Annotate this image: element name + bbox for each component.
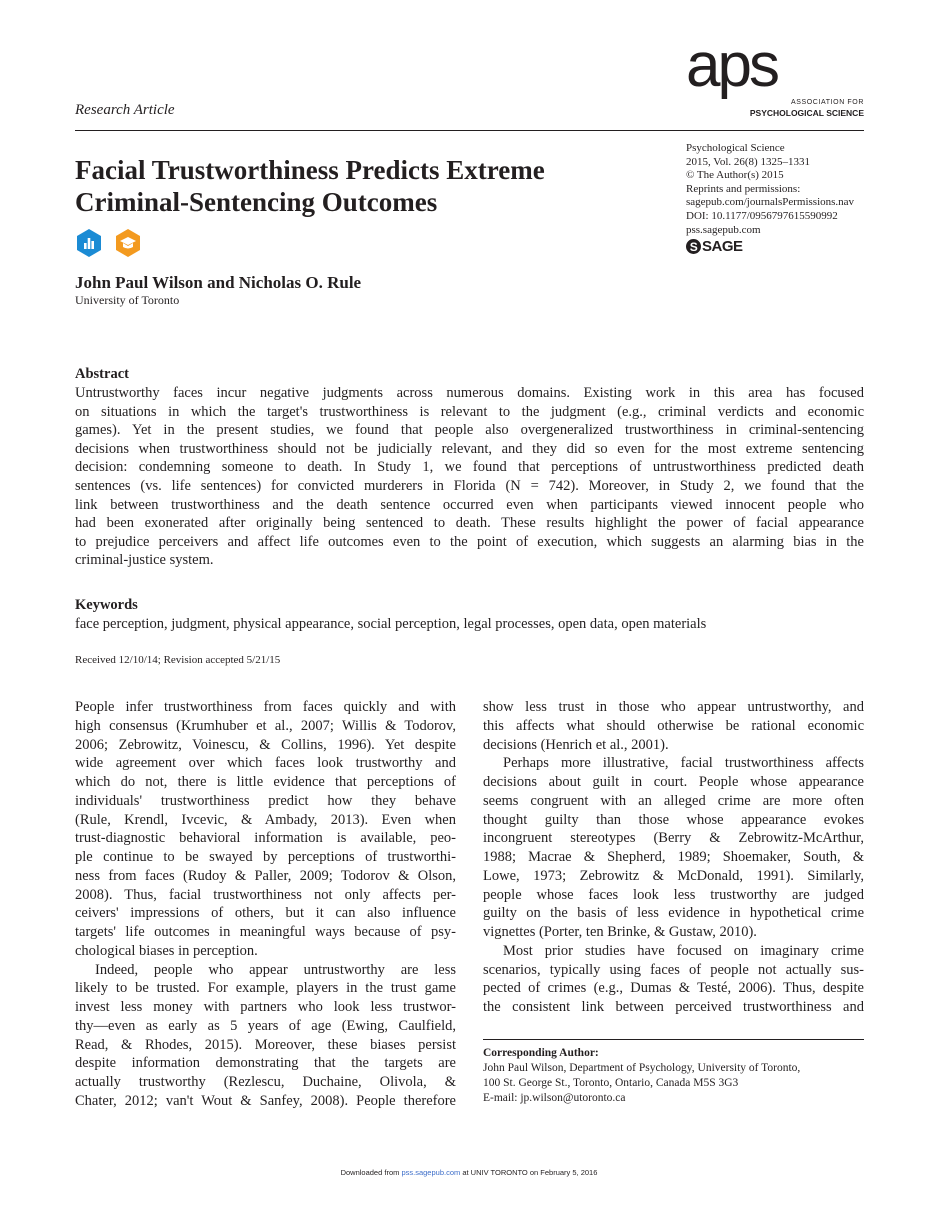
body-line: Most prior studies have focused on imaginary crime [503,942,864,959]
abstract-line: criminal-justice system. [75,552,214,569]
body-line: 2008). Thus, facial trustworthiness not only affects per- [75,886,456,903]
aps-logo [680,44,864,120]
journal-volume: 2015, Vol. 26(8) 1325–1331 [686,155,810,168]
open-materials-icon[interactable] [114,228,142,258]
article-type: Research Article [75,102,175,118]
body-line: trust-diagnostic behavioral information is available, peo- [75,830,456,847]
abstract-line: had been exonerated after originally being sentenced to death. These results highlight the power of facial appearance [75,515,864,532]
affiliation: University of Toronto [75,293,180,307]
body-line: despite information demonstrating that the targets are [75,1055,456,1072]
body-line: Indeed, people who appear untrustworthy are less [95,961,456,978]
corresponding-email[interactable]: E-mail: jp.wilson@utoronto.ca [483,1092,626,1104]
body-line: guilty on the basis of less evidence in hypothetical crime [483,905,864,922]
body-line: ness from faces (Rudoy & Paller, 2009; Todorov & Olson, [75,867,456,884]
abstract-line: Untrustworthy faces incur negative judgments across numerous domains. Existing work in this area has focused [75,385,864,401]
body-line: individuals' trustworthiness predict how they behave [75,792,456,809]
body-line: vignettes (Porter, ten Brinke, & Gustaw, 2010). [483,924,757,940]
corresponding-heading: Corresponding Author: [483,1047,599,1059]
reprints-link[interactable]: sagepub.com/journalsPermissions.nav [686,196,855,209]
body-line: Perhaps more illustrative, facial trustworthiness affects [503,755,864,772]
logo-subtitle-1: ASSOCIATION FOR [790,99,864,106]
journal-meta [686,142,854,237]
body-line: chological biases in perception. [75,942,258,959]
abstract-line: decisions when trustworthiness should not be judicially relevant, and they did so even for the most extreme sentencing [75,440,864,457]
doi[interactable]: DOI: 10.1177/0956797615590992 [686,209,838,222]
body-line: wide agreement over which faces look trustworthy and [75,755,456,772]
corresponding-line: 100 St. George St., Toronto, Ontario, Canada M5S 3G3 [483,1077,739,1089]
body-line: (Rule, Krendl, Ivcevic, & Ambady, 2013). Even when [75,811,456,828]
body-line: which do not, there is little evidence that perceptions of [75,774,456,790]
body-line: ple continue to be swayed by perceptions of trustworthi- [75,849,456,865]
abstract-heading: Abstract [75,366,129,382]
aps-logo-mark [686,44,806,100]
body-line: targets' life outcomes in meaningful ways because of psy- [75,924,456,940]
body-line: Chater, 2012; van't Wout & Sanfey, 2008). People therefore [75,1092,456,1109]
keywords-heading: Keywords [75,597,138,613]
footer-link[interactable]: pss.sagepub.com [401,1168,461,1177]
body-line: incongruent stereotypes (Berry & Zebrowitz-McArthur, [483,830,864,847]
abstract-line: link between trustworthiness and the death sentence occurred even when participants viewed innocent people who [75,496,864,513]
abstract-line: games). Yet in the present studies, we found that people also overgeneralized trustworthiness in criminal-sentencing [75,422,864,439]
body-line: this affects what should otherwise be rational economic [483,717,864,734]
download-footer [0,1168,938,1177]
body-line: likely to be trusted. For example, players in the trust game [75,980,456,997]
body-line: seems congruent with an alleged crime are more often [483,792,864,809]
body-line: show less trust in those who appear untrustworthy, and [483,699,864,715]
aps-logo-letters: aps [686,44,777,100]
body-line: pected of crimes (e.g., Dumas & Testé, 2006). Thus, despite [483,980,864,997]
body-line: the consistent link between perceived trustworthiness and [483,999,864,1015]
body-line: decisions about guilt in court. People whose appearance [483,774,864,790]
sage-logo-text: SAGE [702,238,743,255]
body-line: thy—even as early as 5 years of age (Ewing, Caulfield, [75,1017,456,1034]
body-line: ceivers' impressions of others, but it can also influence [75,905,456,922]
abstract-line: to prejudice perceivers and affect life outcomes even to the point of execution, which suggests an alarming bias in the [75,533,864,550]
open-data-icon[interactable] [75,228,103,258]
sage-logo [686,238,743,255]
journal-site[interactable]: pss.sagepub.com [686,223,761,236]
received-dates: Received 12/10/14; Revision accepted 5/21/15 [75,654,281,666]
body-line: decisions (Henrich et al., 2001). [483,736,669,753]
body-line: 2006; Zebrowitz, Voinescu, & Collins, 1996). Yet despite [75,736,456,753]
body-line: high consensus (Krumhuber et al., 2007; Willis & Todorov, [75,717,456,734]
journal-name: Psychological Science [686,142,785,154]
keywords-text: face perception, judgment, physical appearance, social perception, legal processes, open data, open materials [75,616,707,632]
sage-s-icon: S [686,239,701,254]
footer-suffix: at UNIV TORONTO on February 5, 2016 [460,1168,598,1177]
title-line: Facial Trustworthiness Predicts Extreme [75,155,545,185]
body-line: scenarios, typically using faces of people not actually sus- [483,961,864,978]
body-line: Lowe, 1973; Zebrowitz & McDonald, 1991). Similarly, [483,867,864,884]
footer-prefix: Downloaded from [340,1168,402,1177]
reprints-label: Reprints and permissions: [686,182,801,195]
body-line: Read, & Rhodes, 2015). Moreover, these biases persist [75,1036,456,1053]
header-rule [75,130,864,131]
logo-subtitle-2: PSYCHOLOGICAL SCIENCE [749,108,864,118]
abstract-line: sentences (vs. life sentences) for convicted murderers in Florida (N = 742). Moreover, in Study 2, we found that the [75,477,864,494]
corresponding-line: John Paul Wilson, Department of Psychology, University of Toronto, [483,1062,801,1074]
abstract-text [75,384,864,570]
body-line: invest less money with partners who look less trustwor- [75,999,456,1015]
authors: John Paul Wilson and Nicholas O. Rule [75,273,362,292]
copyright: © The Author(s) 2015 [686,169,784,182]
abstract-line: on situations in which the target's trustworthiness is relevant to the judgment (e.g., criminal verdicts and economic [75,403,864,420]
abstract-line: decision: condemning someone to death. In Study 1, we found that perceptions of untrustworthiness predicted death [75,459,864,476]
article-title [75,154,665,218]
body-line: thought guilty than those whose appearance evokes [483,811,864,828]
corresponding-author [483,1046,800,1106]
body-column-2 [483,698,864,1017]
body-line: actually trustworthy (Rezlescu, Duchaine, Olivola, & [75,1074,456,1090]
body-column-1 [75,698,456,1111]
title-line: Criminal-Sentencing Outcomes [75,187,438,217]
body-line: People infer trustworthiness from faces quickly and with [75,699,456,715]
body-line: people whose faces look less trustworthy are judged [483,886,864,903]
body-line: 1988; Macrae & Shepherd, 1989; Shoemaker, South, & [483,849,864,865]
corresponding-rule [483,1039,864,1040]
